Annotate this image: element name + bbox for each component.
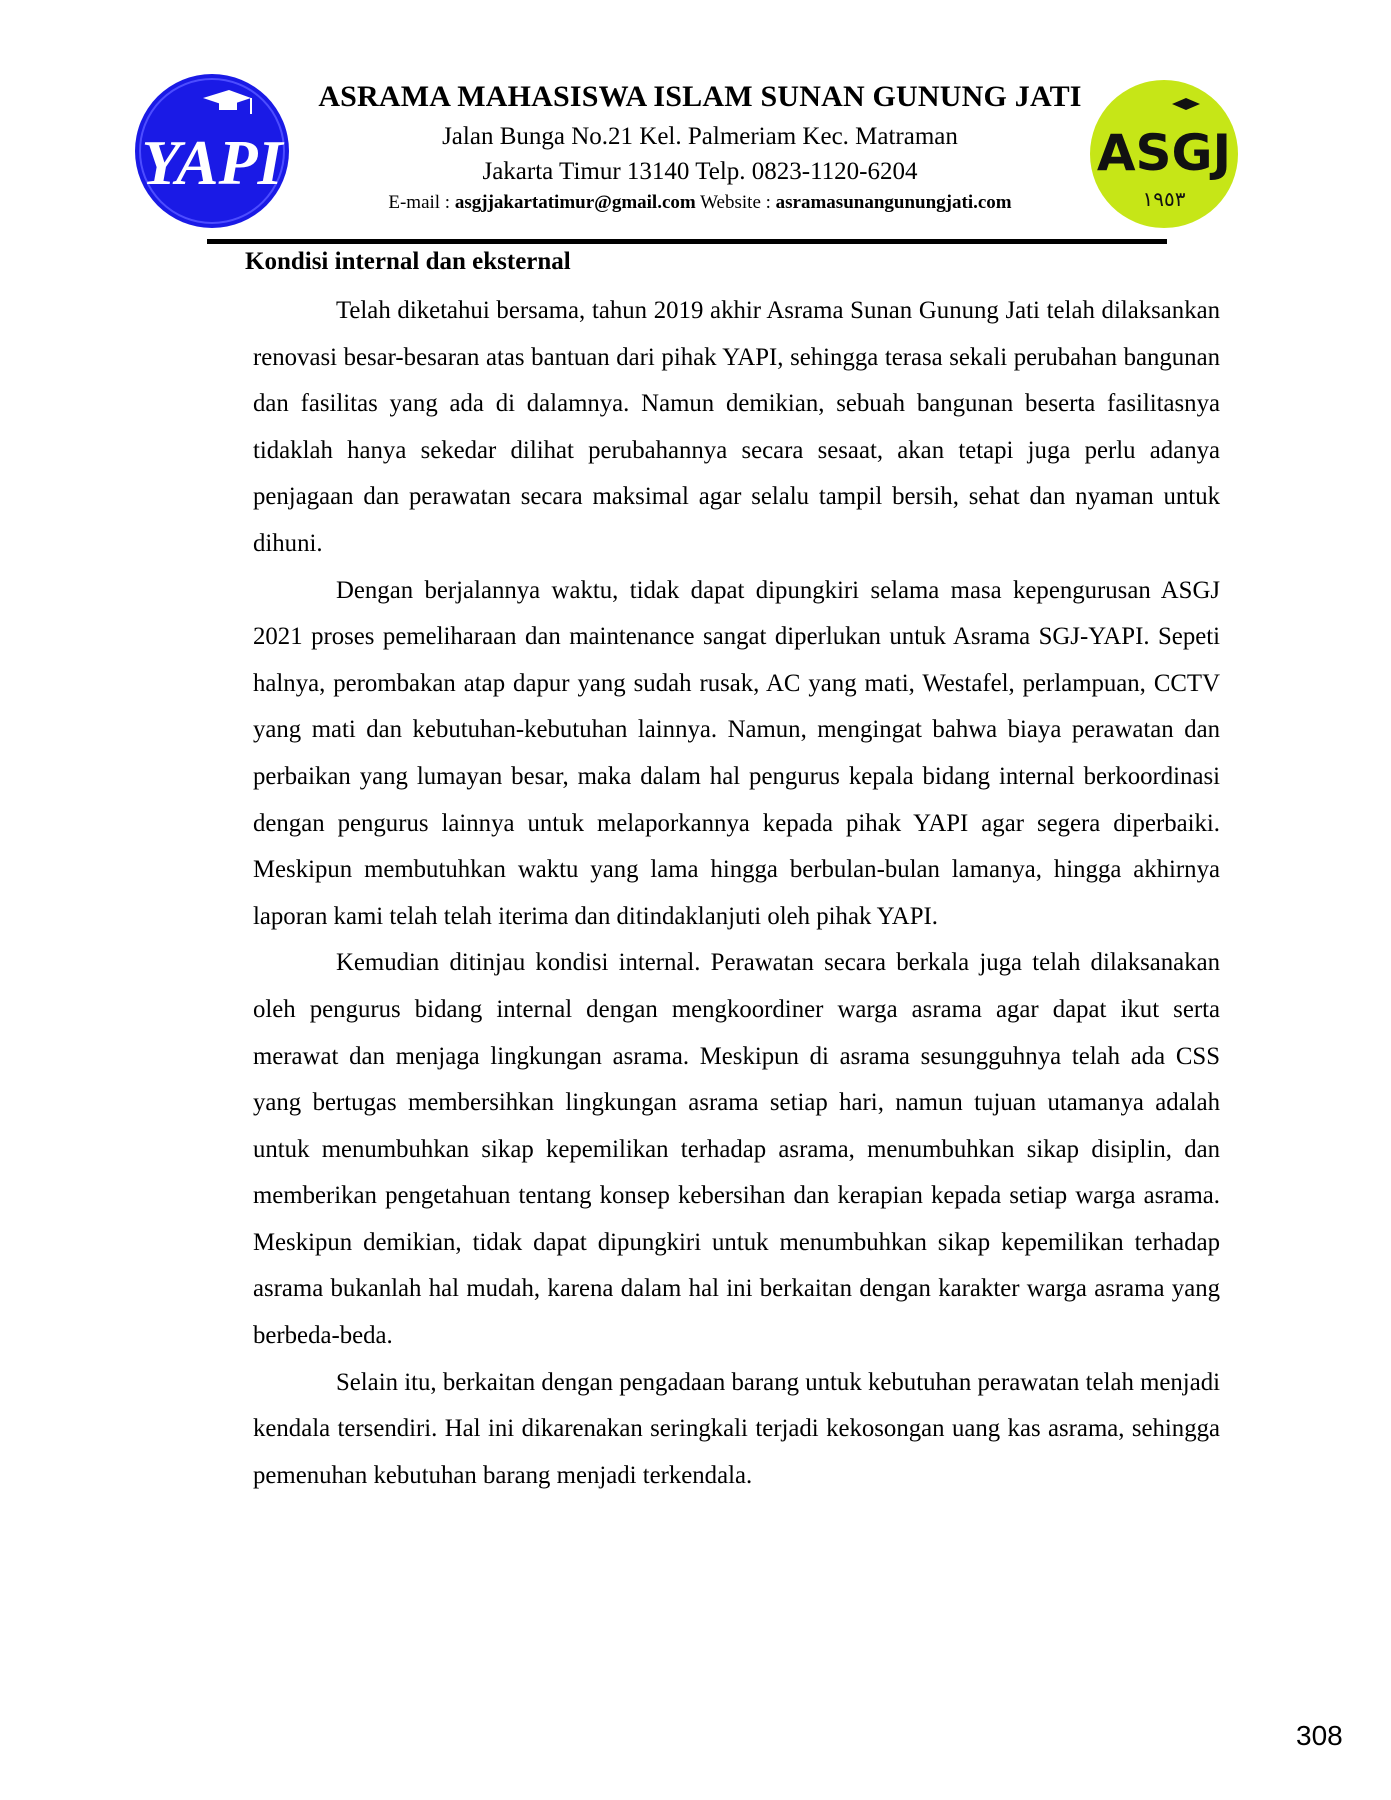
yapi-logo (133, 72, 291, 230)
paragraph: Telah diketahui bersama, tahun 2019 akhir Asrama Sunan Gunung Jati telah dilaksankan renovasi besar-besaran atas bantuan dari pihak YAPI, sehingga terasa sekali perubahan bangunan dan fasilitas yang ada di dalamnya. Namun demikian, sebuah bangunan beserta fasilitasnya tidaklah hanya sekedar dilihat perubahannya secara sesaat, akan tetapi juga perlu adanya penjagaan dan perawatan secara maksimal agar selalu tampil bersih, sehat dan nyaman untuk dihuni. (253, 297, 1220, 557)
paragraph: Selain itu, berkaitan dengan pengadaan barang untuk kebutuhan perawatan telah menjadi kendala tersendiri. Hal ini dikarenakan seringkali terjadi kekosongan uang kas asrama, sehingga pemenuhan kebutuhan barang menjadi terkendala. (253, 1368, 1220, 1489)
section-body (253, 288, 1220, 1499)
email-address: asgjjakartatimur@gmail.com (454, 192, 696, 213)
section-heading: Kondisi internal dan eksternal (245, 248, 571, 275)
website-address: asramasunangunungjati.com (775, 192, 1012, 213)
address-line-1: Jalan Bunga No.21 Kel. Palmeriam Kec. Matraman (442, 123, 958, 150)
yapi-logo-text: YAPI (141, 127, 283, 198)
asgj-logo-year: ١٩٥٣ (1142, 187, 1186, 211)
contact-line (290, 192, 1110, 214)
page-number: 308 (1296, 1720, 1343, 1751)
website-label: Website : (695, 192, 776, 213)
institution-title: ASRAMA MAHASISWA ISLAM SUNAN GUNUNG JATI (318, 80, 1082, 113)
paragraph: Dengan berjalannya waktu, tidak dapat dipungkiri selama masa kepengurusan ASGJ 2021 proses pemeliharaan dan maintenance sangat diperlukan untuk Asrama SGJ-YAPI. Sepeti halnya, perombakan atap dapur yang sudah rusak, AC yang mati, Westafel, perlampuan, CCTV yang mati dan kebutuhan-kebutuhan lainnya. Namun, mengingat bahwa biaya perawatan dan perbaikan yang lumayan besar, maka dalam hal pengurus kepala bidang internal berkoordinasi dengan pengurus lainnya untuk melaporkannya kepada pihak YAPI agar segera diperbaiki. Meskipun membutuhkan waktu yang lama hingga berbulan-bulan lamanya, hingga akhirnya laporan kami telah telah iterima dan ditindaklanjuti oleh pihak YAPI. (253, 576, 1220, 930)
address-line-2: Jakarta Timur 13140 Telp. 0823-1120-6204 (482, 158, 918, 185)
email-label: E-mail : (388, 192, 455, 213)
asgj-logo-text: ASGJ (1096, 124, 1232, 182)
paragraph: Kemudian ditinjau kondisi internal. Perawatan secara berkala juga telah dilaksanakan oleh pengurus bidang internal dengan mengkoordiner warga asrama agar dapat ikut serta merawat dan menjaga lingkungan asrama. Meskipun di asrama sesungguhnya telah ada CSS yang bertugas membersihkan lingkungan asrama setiap hari, namun tujuan utamanya adalah untuk menumbuhkan sikap kepemilikan terhadap asrama, menumbuhkan sikap disiplin, dan memberikan pengetahuan tentang konsep kebersihan dan kerapian kepada setiap warga asrama. Meskipun demikian, tidak dapat dipungkiri untuk menumbuhkan sikap kepemilikan terhadap asrama bukanlah hal mudah, karena dalam hal ini berkaitan dengan karakter warga asrama yang berbeda-beda. (253, 949, 1220, 1350)
asgj-logo (1088, 78, 1240, 230)
letterhead-divider (207, 239, 1167, 244)
